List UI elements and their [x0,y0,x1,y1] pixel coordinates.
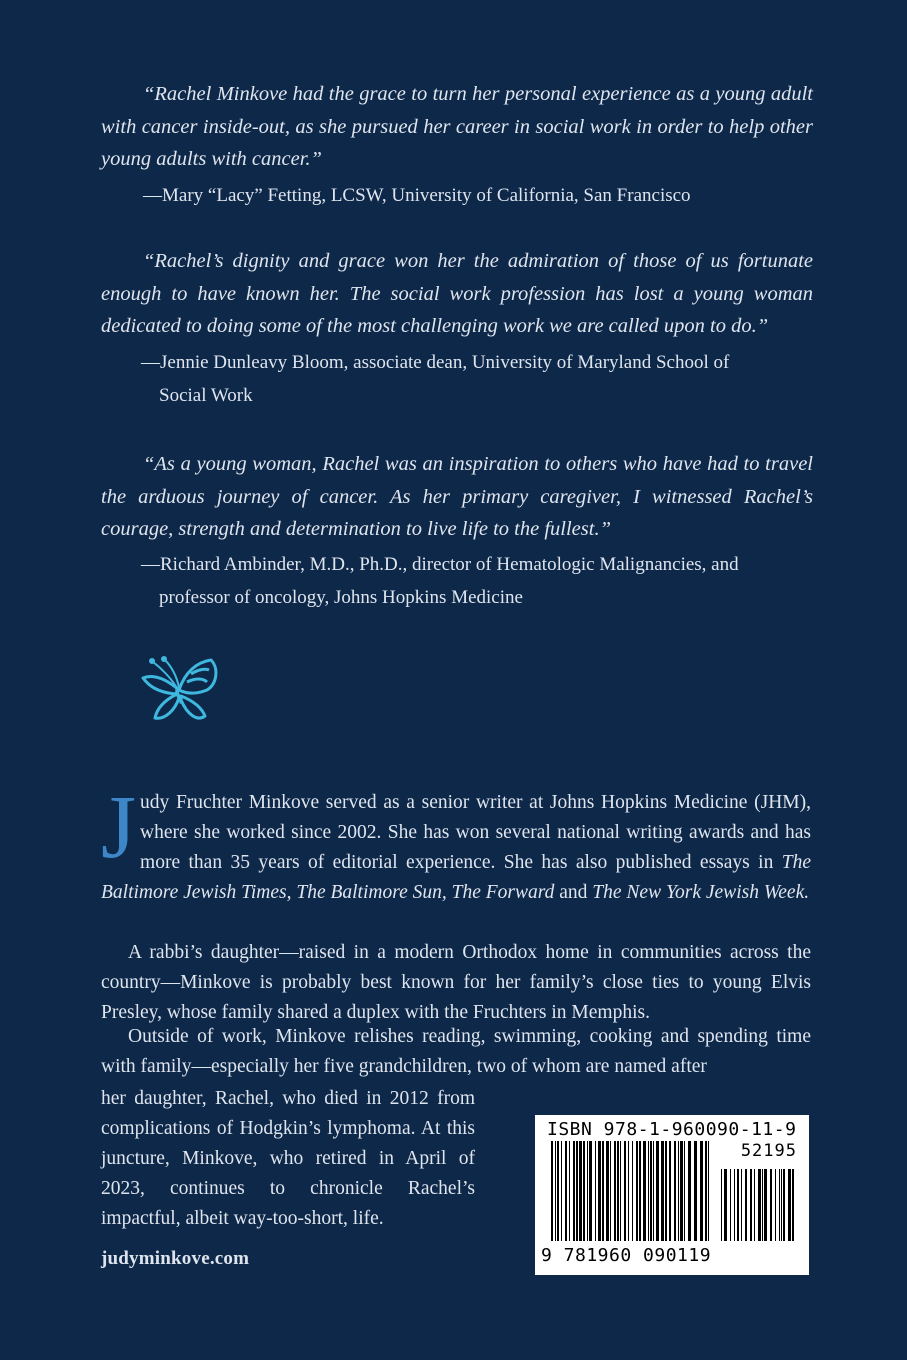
quote-2-attribution-line2: Social Work [159,385,253,406]
bio-p1-text: udy Fruchter Minkove served as a senior writer at Johns Hopkins Medicine (JHM), where she worked since 2002. She has won several national writing awards and has more than 35 years of editorial experience. She has also published essays in [140,792,811,873]
barcode-bars [543,1141,803,1245]
quote-3-attribution [141,548,821,614]
isbn-barcode [535,1115,809,1275]
quote-3 [101,448,813,546]
bio-p1-and: and [554,882,593,903]
quote-1-attribution: —Mary “Lacy” Fetting, LCSW, University of California, San Francisco [143,185,691,206]
bio-paragraph-3: Outside of work, Minkove relishes reading, swimming, cooking and spending time with family—especially her five grandchildren, two of whom are named after [101,1026,811,1077]
bio-p1-publication-last: The New York Jewish Week. [592,882,810,903]
drop-cap: J [101,778,137,877]
bio-paragraph-2: A rabbi’s daughter—raised in a modern Orthodox home in communities across the country—Minkove is probably best known for her family’s close ties to young Elvis Presley, whose family shared a duplex with the Fruchters in Memphis. [101,942,811,1023]
website-link[interactable]: judyminkove.com [101,1248,250,1269]
bio-p1-publications: The Baltimore Jewish Times, The Baltimore Sun, The Forward [101,852,811,903]
quote-2-text: “Rachel’s dignity and grace won her the admiration of those of us fortunate enough to have known her. The social work profession has lost a young woman dedicated to doing some of the most challenging work we are called upon to do.” [101,250,813,337]
quote-1-text: “Rachel Minkove had the grace to turn her personal experience as a young adult with cancer inside-out, as she pursued her career in social work in order to help other young adults with cancer.” [101,83,813,170]
barcode-number: 9 781960 090119 [541,1245,712,1266]
quote-3-attribution-line1: —Richard Ambinder, M.D., Ph.D., director of Hematologic Malignancies, and [141,554,739,575]
quote-1 [101,78,813,176]
quote-2-attribution [141,346,821,412]
quote-2-attribution-line1: —Jennie Dunleavy Bloom, associate dean, University of Maryland School of [141,352,730,373]
quote-2 [101,245,813,343]
butterfly-icon [135,648,227,728]
price-code: 52195 [740,1141,797,1161]
bio-paragraph-4: her daughter, Rachel, who died in 2012 from complications of Hodgkin’s lymphoma. At this juncture, Minkove, who retired in April of 2023, continues to chronicle Rachel’s impactful, albeit way-too-short, life. [101,1088,475,1229]
bio-paragraph-1 [101,778,811,908]
isbn-label: ISBN 978-1-960090-11-9 [547,1119,797,1140]
quote-3-text: “As a young woman, Rachel was an inspiration to others who have had to travel the arduous journey of cancer. As her primary caregiver, I witnessed Rachel’s courage, strength and determination to live life to the fullest.” [101,453,813,540]
quote-3-attribution-line2: professor of oncology, Johns Hopkins Medicine [159,587,523,608]
